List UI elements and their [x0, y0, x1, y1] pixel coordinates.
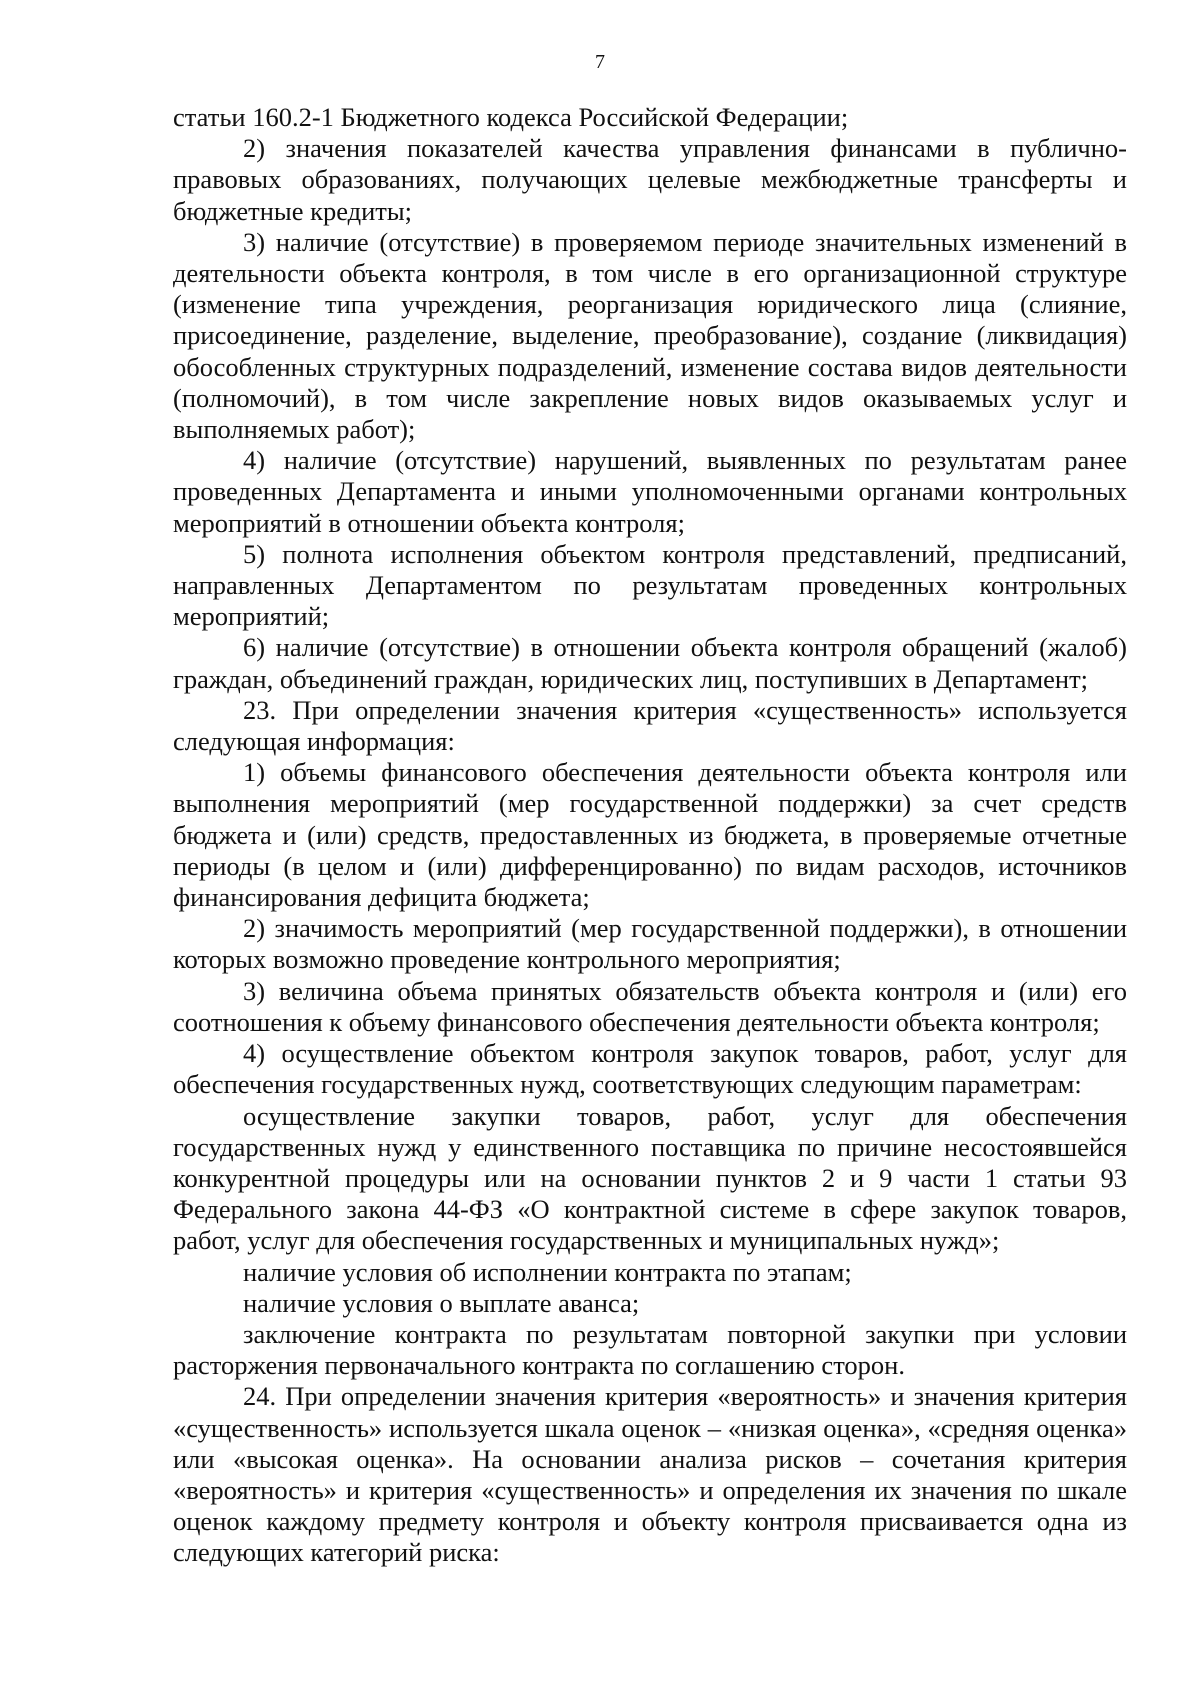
clause-23: 23. При определении значения критерия «существенность» используется следующая информация:	[173, 694, 1127, 757]
clause-23-item-2: 2) значимость мероприятий (мер государственной поддержки), в отношении которых возможно проведение контрольного мероприятия;	[173, 913, 1127, 975]
page-number: 7	[595, 51, 605, 73]
clause-23-item-4: 4) осуществление объектом контроля закупок товаров, работ, услуг для обеспечения государственных нужд, соответствующих следующим параметрам:	[173, 1038, 1127, 1100]
list-item-6: 6) наличие (отсутствие) в отношении объекта контроля обращений (жалоб) граждан, объединений граждан, юридических лиц, поступивших в Департамент;	[173, 632, 1127, 694]
list-item-4: 4) наличие (отсутствие) нарушений, выявленных по результатам ранее проведенных Департамента и иными уполномоченными органами контрольных мероприятий в отношении объекта контроля;	[173, 445, 1127, 538]
clause-24: 24. При определении значения критерия «вероятность» и значения критерия «существенность» используется шкала оценок – «низкая оценка», «средняя оценка» или «высокая оценка». На основании анализа рисков – сочетания критерия «вероятность» и критерия «существенность» и определения их значения по шкале оценок каждому предмету контроля и объекту контроля присваивается одна из следующих категорий риска:	[173, 1381, 1127, 1568]
procurement-parameter-3: наличие условия о выплате аванса;	[243, 1287, 640, 1318]
document-body	[173, 102, 1127, 1569]
procurement-parameter-2: наличие условия об исполнении контракта по этапам;	[243, 1256, 852, 1287]
list-item-2: 2) значения показателей качества управления финансами в публично-правовых образованиях, получающих целевые межбюджетные трансферты и бюджетные кредиты;	[173, 133, 1127, 226]
procurement-parameter-4: заключение контракта по результатам повторной закупки при условии расторжения первоначального контракта по соглашению сторон.	[173, 1318, 1127, 1381]
list-item-3: 3) наличие (отсутствие) в проверяемом периоде значительных изменений в деятельности объекта контроля, в том числе в его организационной структуре (изменение типа учреждения, реорганизация юридического лица (слияние, присоединение, разделение, выделение, преобразование), создание (ликвидация) обособленных структурных подразделений, изменение состава видов деятельности (полномочий), в том числе закрепление новых видов оказываемых услуг и выполняемых работ);	[173, 226, 1127, 445]
clause-23-item-3: 3) величина объема принятых обязательств объекта контроля и (или) его соотношения к объему финансового обеспечения деятельности объекта контроля;	[173, 975, 1127, 1037]
paragraph-continuation: статьи 160.2-1 Бюджетного кодекса Российской Федерации;	[173, 102, 849, 132]
procurement-parameter-1: осуществление закупки товаров, работ, услуг для обеспечения государственных нужд у единственного поставщика по причине несостоявшейся конкурентной процедуры или на основании пунктов 2 и 9 части 1 статьи 93 Федерального закона 44-ФЗ «О контрактной системе в сфере закупок товаров, работ, услуг для обеспечения государственных и муниципальных нужд»;	[173, 1100, 1127, 1256]
list-item-5: 5) полнота исполнения объектом контроля представлений, предписаний, направленных Департаментом по результатам проведенных контрольных мероприятий;	[173, 538, 1127, 632]
clause-23-item-1: 1) объемы финансового обеспечения деятельности объекта контроля или выполнения мероприятий (мер государственной поддержки) за счет средств бюджета и (или) средств, предоставленных из бюджета, в проверяемые отчетные периоды (в целом и (или) дифференцированно) по видам расходов, источников финансирования дефицита бюджета;	[173, 757, 1127, 913]
